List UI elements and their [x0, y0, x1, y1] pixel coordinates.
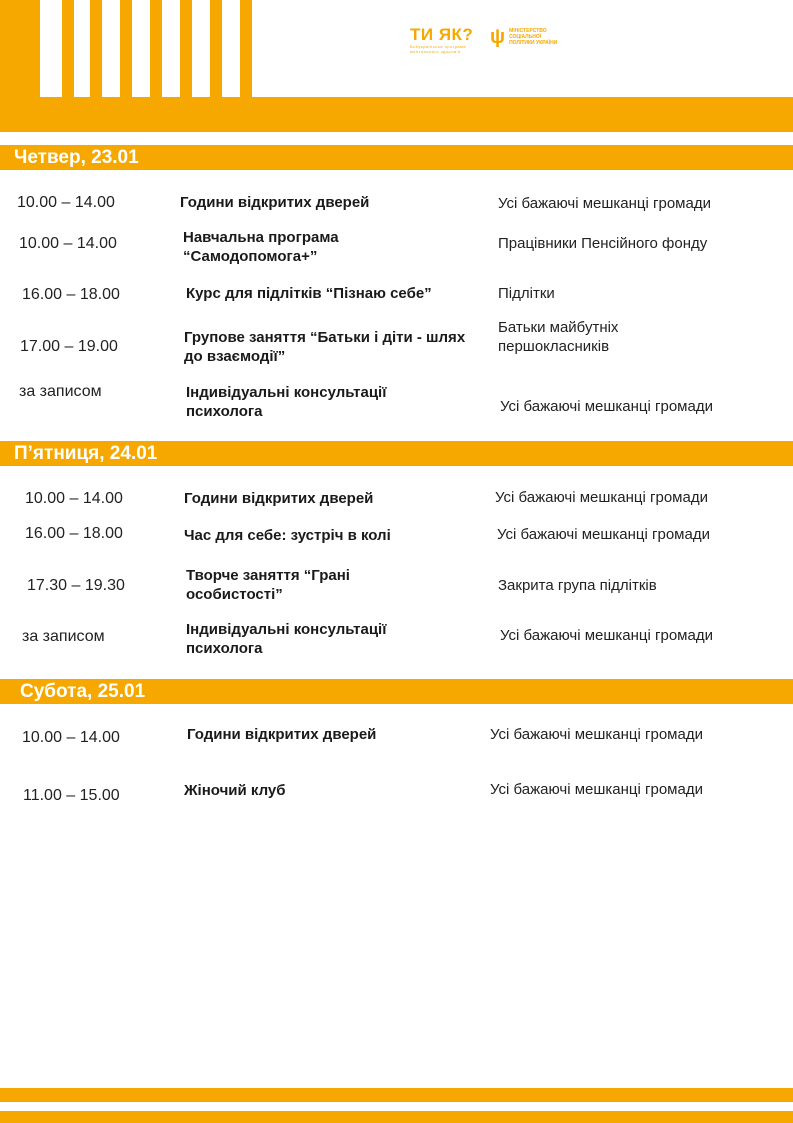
event-time: 17.00 – 19.00 [20, 338, 118, 355]
header-stripe [180, 0, 192, 97]
event-audience: Закрита група підлітків [498, 577, 657, 594]
event-time: за записом [19, 383, 102, 400]
day-label: Субота, 25.01 [20, 681, 146, 702]
event-audience: Усі бажаючі мешканці громади [490, 726, 703, 743]
header-stripe [0, 0, 40, 97]
event-activity: Жіночий клуб [184, 782, 286, 799]
event-time: 10.00 – 14.00 [22, 729, 120, 746]
footer-stripe [0, 1088, 793, 1102]
event-activity: Години відкритих дверей [184, 490, 374, 507]
event-audience: Усі бажаючі мешканці громади [495, 489, 708, 506]
event-activity: Групове заняття “Батьки і діти - шлях до взаємодії” [184, 329, 466, 365]
event-time: 10.00 – 14.00 [25, 490, 123, 507]
event-audience: Усі бажаючі мешканці громади [498, 195, 711, 212]
event-audience: Усі бажаючі мешканці громади [497, 526, 710, 543]
page-title-line1: ЦЕНТР [637, 25, 751, 61]
event-activity: Час для себе: зустріч в колі [184, 527, 391, 544]
event-time: за записом [22, 628, 105, 645]
event-audience: Усі бажаючі мешканці громади [490, 781, 703, 798]
trident-icon: ψ [490, 26, 506, 48]
event-audience: Підлітки [498, 285, 555, 302]
event-time: 16.00 – 18.00 [25, 525, 123, 542]
tiyak-logo [410, 26, 476, 54]
page-title-line2: ЖИТТЄСТІЙКОСТІ [454, 63, 751, 99]
partner-logos [410, 26, 567, 54]
event-activity: Творче заняття “Грані особистості” [186, 567, 350, 603]
event-time: 11.00 – 15.00 [23, 787, 120, 804]
event-time: 10.00 – 14.00 [17, 194, 115, 211]
ministry-logo [490, 26, 567, 48]
event-time: 17.30 – 19.30 [27, 577, 125, 594]
event-activity: Години відкритих дверей [180, 194, 370, 211]
header-stripe [62, 0, 74, 97]
event-activity: Індивідуальні консультації психолога [186, 384, 387, 420]
header-stripe [90, 0, 102, 97]
day-header [0, 679, 793, 704]
event-activity: Години відкритих дверей [187, 726, 377, 743]
day-label: П’ятниця, 24.01 [14, 443, 158, 464]
header-stripe [210, 0, 222, 97]
header-stripe [240, 0, 252, 97]
event-audience: Усі бажаючі мешканці громади [500, 627, 713, 644]
day-label: Четвер, 23.01 [14, 147, 139, 168]
header-stripe [150, 0, 162, 97]
ministry-logo-text: МІНІСТЕРСТВО СОЦІАЛЬНОЇ ПОЛІТИКИ УКРАЇНИ [509, 28, 558, 46]
tiyak-logo-text: ТИ ЯК? [410, 25, 474, 44]
header-stripe [120, 0, 132, 97]
day-header [0, 145, 793, 170]
event-time: 16.00 – 18.00 [22, 286, 120, 303]
event-audience: Працівники Пенсійного фонду [498, 235, 708, 252]
event-activity: Навчальна програма “Самодопомога+” [183, 229, 339, 265]
tiyak-logo-subtitle: Всеукраїнська програма ментального здоров'я [410, 44, 467, 54]
day-header [0, 441, 793, 466]
event-audience: Батьки майбутніх першокласників [498, 319, 619, 355]
footer-stripe [0, 1111, 793, 1123]
event-audience: Усі бажаючі мешканці громади [500, 398, 713, 415]
event-time: 10.00 – 14.00 [19, 235, 117, 252]
event-activity: Індивідуальні консультації психолога [186, 621, 387, 657]
event-activity: Курс для підлітків “Пізнаю себе” [186, 285, 432, 302]
